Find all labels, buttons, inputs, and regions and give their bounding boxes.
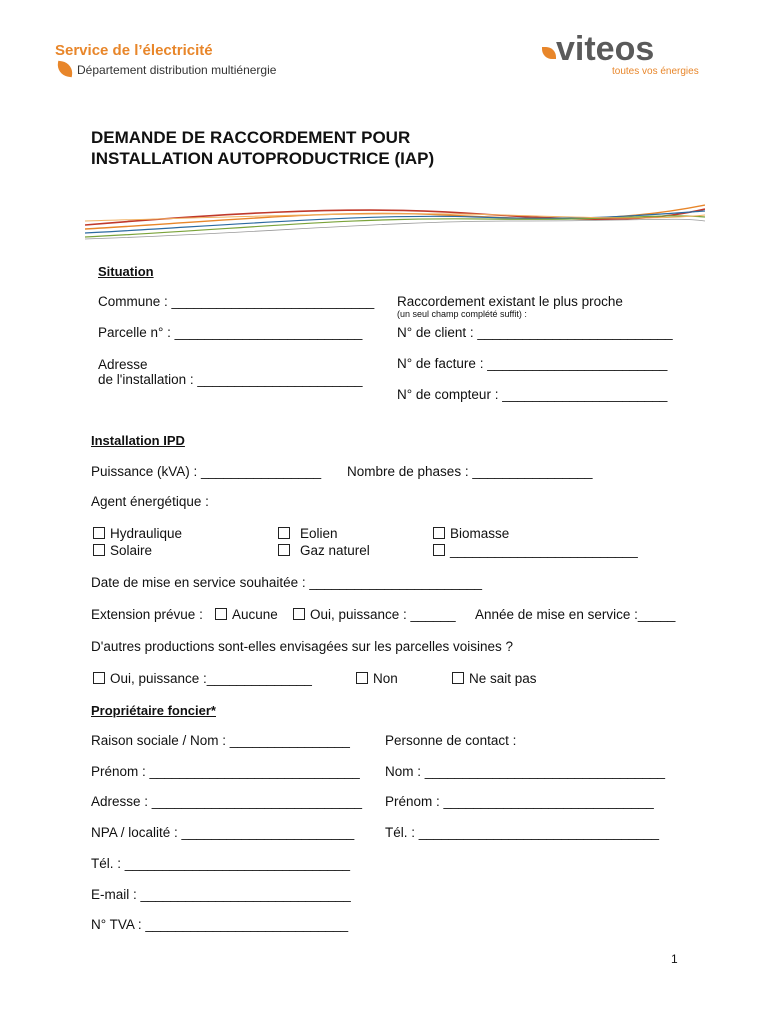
page-number: 1 bbox=[671, 952, 678, 966]
checkbox[interactable] bbox=[278, 527, 290, 539]
section-heading-proprietaire: Propriétaire foncier* bbox=[91, 703, 216, 718]
adresse-label: Adresse bbox=[98, 357, 148, 372]
option-label: Oui, puissance : ______ bbox=[310, 607, 456, 622]
option-oui-puissance[interactable] bbox=[293, 607, 456, 622]
viteos-logo: viteos bbox=[556, 30, 655, 68]
checkbox[interactable] bbox=[278, 544, 290, 556]
decorative-waves bbox=[85, 195, 705, 245]
date-service-field[interactable]: Date de mise en service souhaitée : _______________________ bbox=[91, 575, 483, 590]
annee-service-field[interactable]: Année de mise en service :_____ bbox=[475, 607, 676, 622]
option-label: Ne sait pas bbox=[469, 671, 537, 686]
document-title bbox=[91, 127, 434, 169]
option-label: Oui, puissance :______________ bbox=[110, 671, 312, 686]
checkbox[interactable] bbox=[93, 672, 105, 684]
org-title: Service de l’électricité bbox=[55, 42, 213, 59]
owner-npa-field[interactable]: NPA / localité : _______________________ bbox=[91, 825, 355, 840]
title-line-1: DEMANDE DE RACCORDEMENT POUR bbox=[91, 128, 411, 147]
checkbox[interactable] bbox=[93, 527, 105, 539]
compteur-number-field[interactable]: N° de compteur : ______________________ bbox=[397, 387, 668, 402]
phases-field[interactable]: Nombre de phases : ________________ bbox=[347, 464, 593, 479]
owner-email-field[interactable]: E-mail : ____________________________ bbox=[91, 887, 351, 902]
raccordement-note: (un seul champ complété suffit) : bbox=[397, 309, 527, 319]
facture-number-field[interactable]: N° de facture : ________________________ bbox=[397, 356, 668, 371]
option-hydraulique[interactable] bbox=[93, 526, 182, 541]
checkbox[interactable] bbox=[93, 544, 105, 556]
checkbox[interactable] bbox=[452, 672, 464, 684]
checkbox[interactable] bbox=[433, 544, 445, 556]
parcelle-field[interactable]: Parcelle n° : _________________________ bbox=[98, 325, 363, 340]
option-label: Aucune bbox=[232, 607, 278, 622]
leaf-icon bbox=[56, 61, 74, 78]
contact-tel-field[interactable]: Tél. : ________________________________ bbox=[385, 825, 660, 840]
viteos-logo-mark-icon bbox=[542, 47, 556, 59]
org-subtitle: Département distribution multiénergie bbox=[77, 63, 277, 77]
owner-prenom-field[interactable]: Prénom : ____________________________ bbox=[91, 764, 360, 779]
option-non[interactable] bbox=[356, 671, 398, 686]
option-eolien[interactable] bbox=[278, 526, 338, 541]
option-label: Hydraulique bbox=[110, 526, 183, 541]
checkbox[interactable] bbox=[433, 527, 445, 539]
owner-adresse-field[interactable]: Adresse : ____________________________ bbox=[91, 794, 363, 809]
option-solaire[interactable] bbox=[93, 543, 152, 558]
option-label: Biomasse bbox=[450, 526, 510, 541]
logo-tagline: toutes vos énergies bbox=[612, 66, 699, 77]
section-heading-installation: Installation IPD bbox=[91, 433, 185, 448]
option-gaz[interactable] bbox=[278, 543, 370, 558]
checkbox[interactable] bbox=[293, 608, 305, 620]
option-label: Eolien bbox=[300, 526, 338, 541]
option-label: _________________________ bbox=[450, 543, 638, 558]
commune-field[interactable]: Commune : ___________________________ bbox=[98, 294, 375, 309]
option-aucune[interactable] bbox=[215, 607, 278, 622]
contact-nom-field[interactable]: Nom : ________________________________ bbox=[385, 764, 666, 779]
option-biomasse[interactable] bbox=[433, 526, 509, 541]
checkbox[interactable] bbox=[215, 608, 227, 620]
autres-productions-question: D'autres productions sont-elles envisagées sur les parcelles voisines ? bbox=[91, 639, 514, 654]
option-label: Gaz naturel bbox=[300, 543, 370, 558]
extension-label: Extension prévue : bbox=[91, 607, 203, 622]
section-heading-situation: Situation bbox=[98, 264, 154, 279]
contact-person-label: Personne de contact : bbox=[385, 733, 517, 748]
option-label: Non bbox=[373, 671, 398, 686]
option-autre[interactable] bbox=[433, 543, 638, 558]
option-label: Solaire bbox=[110, 543, 153, 558]
checkbox[interactable] bbox=[356, 672, 368, 684]
client-number-field[interactable]: N° de client : __________________________ bbox=[397, 325, 673, 340]
owner-tva-field[interactable]: N° TVA : ___________________________ bbox=[91, 917, 349, 932]
option-ne-sait-pas[interactable] bbox=[452, 671, 537, 686]
adresse-installation-field[interactable]: de l'installation : ______________________ bbox=[98, 372, 363, 387]
owner-tel-field[interactable]: Tél. : ______________________________ bbox=[91, 856, 350, 871]
option-oui-puissance-voisines[interactable] bbox=[93, 671, 312, 686]
raccordement-label: Raccordement existant le plus proche bbox=[397, 294, 623, 309]
agent-energetique-label: Agent énergétique : bbox=[91, 494, 209, 509]
puissance-field[interactable]: Puissance (kVA) : ________________ bbox=[91, 464, 322, 479]
title-line-2: INSTALLATION AUTOPRODUCTRICE (IAP) bbox=[91, 149, 435, 168]
raison-sociale-field[interactable]: Raison sociale / Nom : ________________ bbox=[91, 733, 350, 748]
contact-prenom-field[interactable]: Prénom : ____________________________ bbox=[385, 794, 654, 809]
